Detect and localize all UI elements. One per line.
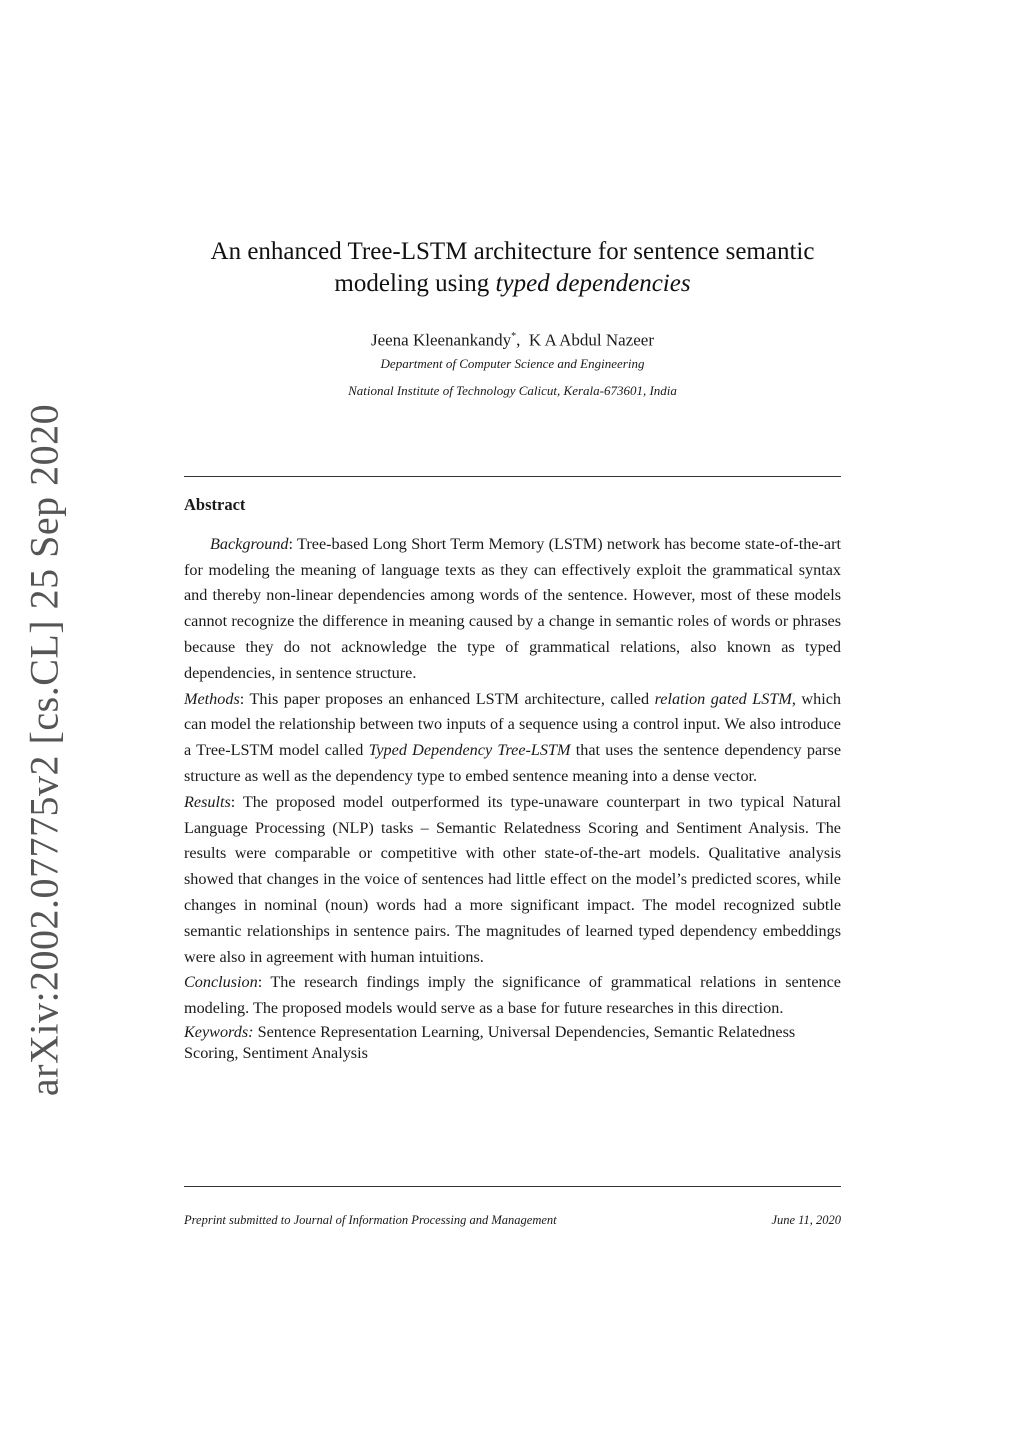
author-1: Jeena Kleenankandy [370,330,512,350]
title-line-2 [184,268,841,300]
abstract-heading: Abstract [184,495,246,514]
background-text: : Tree-based Long Short Term Memory (LSTM) network has become state-of-the-art for modeling the meaning of language texts as they can effectively exploit the grammatical syntax and thereby non-linear dependencies among words of the sentence. However, most of these models cannot recognize the difference in meaning caused by a change in semantic roles of words or phrases because they do not acknowledge the type of grammatical relations, also known as typed dependencies, in sentence structure. [184,534,841,682]
footer-journal: Preprint submitted to Journal of Information Processing and Management [184,1213,557,1227]
paper-title [184,236,841,300]
keywords-label: Keywords: [184,1022,254,1041]
results-label: Results [184,792,231,811]
conclusion-text: : The research findings imply the significance of grammatical relations in sentence modeling. The proposed models would serve as a base for future researches in this direction. [184,973,841,1018]
methods-text-1: : This paper proposes an enhanced LSTM architecture, called [239,689,655,708]
author-list [184,326,841,352]
abstract-keywords [184,1022,841,1064]
title-line-1: An enhanced Tree-LSTM architecture for sentence semantic [210,238,815,265]
page-footer [184,1213,841,1228]
methods-emphasis-2: Typed Dependency Tree-LSTM [368,741,571,760]
abstract-bottom-rule [184,1186,841,1187]
abstract-conclusion [184,970,841,1022]
abstract-results [184,790,841,971]
footer-date: June 11, 2020 [771,1213,841,1227]
methods-label: Methods [184,689,240,708]
abstract-background [184,532,841,687]
background-label: Background [210,534,289,553]
results-text: : The proposed model outperformed its type-unaware counterpart in two typical Natural Language Processing (NLP) tasks – Semantic Relatedness Scoring and Sentiment Analysis. The results were comparable or competitive with other state-of-the-art models. Qualitative analysis showed that changes in the voice of sentences had little effect on the model’s predicted scores, while changes in nominal (noun) words had a more significant impact. The model recognized subtle semantic relationships in sentence pairs. The magnitudes of learned typed dependency embeddings were also in agreement with human intuitions. [184,792,841,966]
arxiv-identifier: arXiv:2002.07775v2 [cs.CL] 25 Sep 2020 [21,403,67,1097]
title-line-2-prefix: modeling using [334,270,496,297]
conclusion-label: Conclusion [184,973,258,992]
abstract-methods [184,687,841,790]
title-line-2-emphasis: typed dependencies [495,270,691,297]
corresponding-author-mark: * [511,331,517,342]
affiliation-department: Department of Computer Science and Engineering [380,356,645,371]
affiliation-institute: National Institute of Technology Calicut, Kerala-673601, India [348,383,677,398]
methods-emphasis-1: relation gated LSTM [654,689,792,708]
keywords-text: Sentence Representation Learning, Universal Dependencies, Semantic Relatedness Scoring, Sentiment Analysis [184,1022,796,1062]
methods-text-2: , which can model the relationship between two inputs of a sequence using a control input. We also introduce a Tree-LSTM model called [184,689,841,760]
author-2: K A Abdul Nazeer [528,330,655,350]
author-separator: , [516,330,521,350]
methods-text-3: that uses the sentence dependency parse structure as well as the dependency type to embed sentence meaning into a dense vector. [184,741,842,785]
abstract-top-rule [184,476,841,477]
abstract-section [184,492,841,1064]
